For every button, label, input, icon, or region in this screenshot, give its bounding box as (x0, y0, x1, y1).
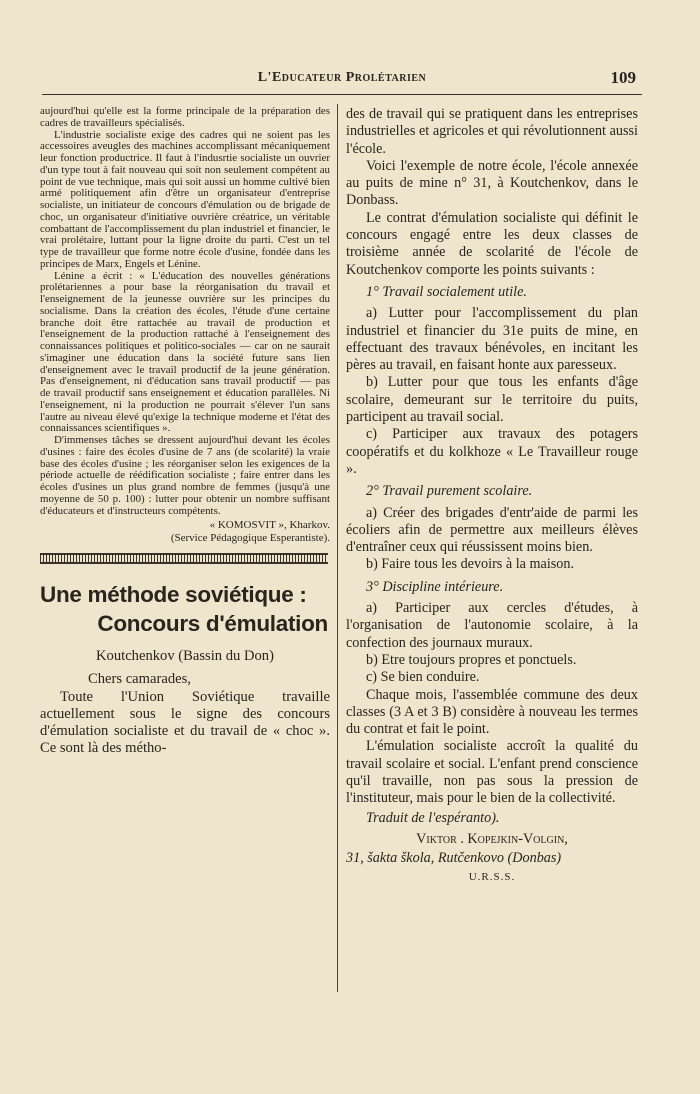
paragraph: L'industrie socialiste exige des cadres qui ne soient pas les accessoires aveugles des machines accomplissant mécaniquement leur fonction productrice. Il faut à l'indusrtie socialiste un ouvrier d'un type tout à fait nouveau qui soit non seulement compétent au point de vue technique, mais qui soit aussi un homme cultivé bien armé politiquement afin d'être un organisateur d'entreprise socialiste, un initiateur de concours d'émulation ou de brigade de choc, un organisateur d'initiative ouvrière créatrice, un véritable combattant de l'accomplissement du plan industriel et financier, le vrai prolétaire, luttant pour la ligne droite du parti. C'est un tel type de travailleur que forme notre école d'usine, fondée dans les principes de Marx, Engels et Lénine. (40, 128, 330, 270)
page-header (42, 64, 642, 95)
section-heading (346, 284, 638, 301)
section-separator (40, 553, 328, 564)
journal-title: L'Educateur Prolétarien (257, 70, 427, 85)
paragraph: Le contrat d'émulation socialiste qui définit le concours engagé entre les deux classes de troisième année de scolarité de l'école de Koutchenkov comporte les points suivants : (346, 209, 638, 278)
left-column (40, 106, 330, 757)
paragraph: Lénine a écrit : « L'éducation des nouvelles générations prolétariennes a pour base la réorganisation du travail et l'enseignement de la jeunesse ouvrière sur les principes du socialisme. Dans la création des écoles, l'étude d'une certaine branche doit être rattachée au travail de production et l'enseignement de la production rattaché à l'enseignement des connaissances politiques et politico-sociales — car on ne saurait s'imaginer une éducation dans la société future sans lien d'enseignement avec le travail productif de la jeune génération. Pas d'enseignement, ni d'éducation sans travail productif — pas de travail productif sans enseignement et éducation parallèles. Ni l'enseignement, ni la production ne pourrait s'élever l'un sans l'autre au niveau élevé qu'exige la technique moderne et l'état des connaissances scientifiques ». (40, 269, 330, 435)
list-item: a) Créer des brigades d'entr'aide de parmi les écoliers afin de permettre aux meilleurs élèves d'entraîner ceux qui réussissent moins bien. (346, 504, 638, 556)
list-item: b) Etre toujours propres et ponctuels. (366, 651, 577, 668)
paragraph: D'immenses tâches se dressent aujourd'hui devant les écoles d'usines : faire des écoles d'usine de 7 ans (de scolarité) la vraie base des écoles d'usine ; les réorganiser selon les exigences de la période actuelle de réédification socialiste ; faire entrer dans les écoles d'usines un plus grand nombre de femmes (jusqu'à une moyenne de 50 p. 100) : lutter pour obtenir un nombre suffisant d'éducateurs et d'instructeurs compétents. (40, 434, 330, 517)
section-heading (346, 483, 638, 500)
right-column (346, 106, 638, 887)
signature-line: « KOMOSVIT », Kharkov. (209, 519, 330, 532)
paragraph: aujourd'hui qu'elle est la forme principale de la préparation des cadres de travailleurs spécialisés. (40, 105, 330, 129)
section-heading (346, 579, 638, 596)
address-text: 31, šakta škola, Rutčenkovo (Donbas) (346, 850, 562, 867)
article-intro (40, 648, 330, 757)
page-number: 109 (610, 68, 636, 87)
author-address (346, 850, 638, 867)
list-item: b) Lutter pour que tous les enfants d'âge scolaire, demeurant sur le territoire du puits, participent au travail social. (346, 374, 638, 426)
author-name: Viktor . Kopejkin-Volgin, (416, 830, 568, 847)
headline-line-2: Concours d'émulation (97, 611, 328, 637)
list-item: a) Participer aux cercles d'études, à l'organisation de l'autonomie scolaire, à la confection des journaux muraux. (346, 600, 638, 651)
paragraph: Chaque mois, l'assemblée commune des deux classes (3 A et 3 B) considère à nouveau les termes du contrat et fait le point. (346, 686, 638, 738)
paragraph: L'émulation socialiste accroît la qualité du travail scolaire et social. L'enfant prend conscience qu'il travaille, non pas sous la pression de l'instituteur, mais pour le bien de la collectivité. (346, 738, 638, 807)
paragraph: Voici l'exemple de notre école, l'école annexée au puits de mine n° 31, à Koutchenkov, dans le Donbass. (346, 157, 638, 209)
list-item: c) Se bien conduire. (366, 669, 480, 686)
salutation: Chers camarades, (88, 671, 191, 688)
author-country: U.R.S.S. (468, 871, 516, 884)
translation-note (346, 810, 638, 827)
list-item: b) Faire tous les devoirs à la maison. (366, 556, 575, 573)
translation-text: Traduit de l'espéranto). (366, 809, 500, 826)
paragraph: Toute l'Union Soviétique travaille actuellement sous le signe des concours d'émulation socialiste et du travail de « choc ». Ce sont là des métho- (40, 688, 330, 757)
list-item: a) Lutter pour l'accomplissement du plan industriel et financier du 31e puits de mine, en effectuant des travaux bénévoles, en incitant les pères au travail, en faisant honte aux paresseux. (346, 305, 638, 374)
article-komosvit (40, 106, 330, 545)
article-headline (40, 580, 330, 638)
section-title: 1° Travail socialement utile. (366, 283, 527, 300)
list-item: c) Participer aux travaux des potagers coopératifs et du kolkhoze « Le Travailleur rouge ». (346, 426, 638, 477)
signature-service: (Service Pédagogique Esperantiste). (170, 532, 330, 545)
section-title: 2° Travail purement scolaire. (366, 483, 533, 500)
dateline: Koutchenkov (Bassin du Don) (96, 648, 274, 665)
column-divider (337, 104, 338, 992)
paragraph: des de travail qui se pratiquent dans les entreprises industrielles et agricoles et qui révolutionnent aussi l'école. (346, 106, 638, 157)
section-title: 3° Discipline intérieure. (366, 578, 504, 595)
headline-line-1: Une méthode soviétique : (40, 582, 307, 608)
